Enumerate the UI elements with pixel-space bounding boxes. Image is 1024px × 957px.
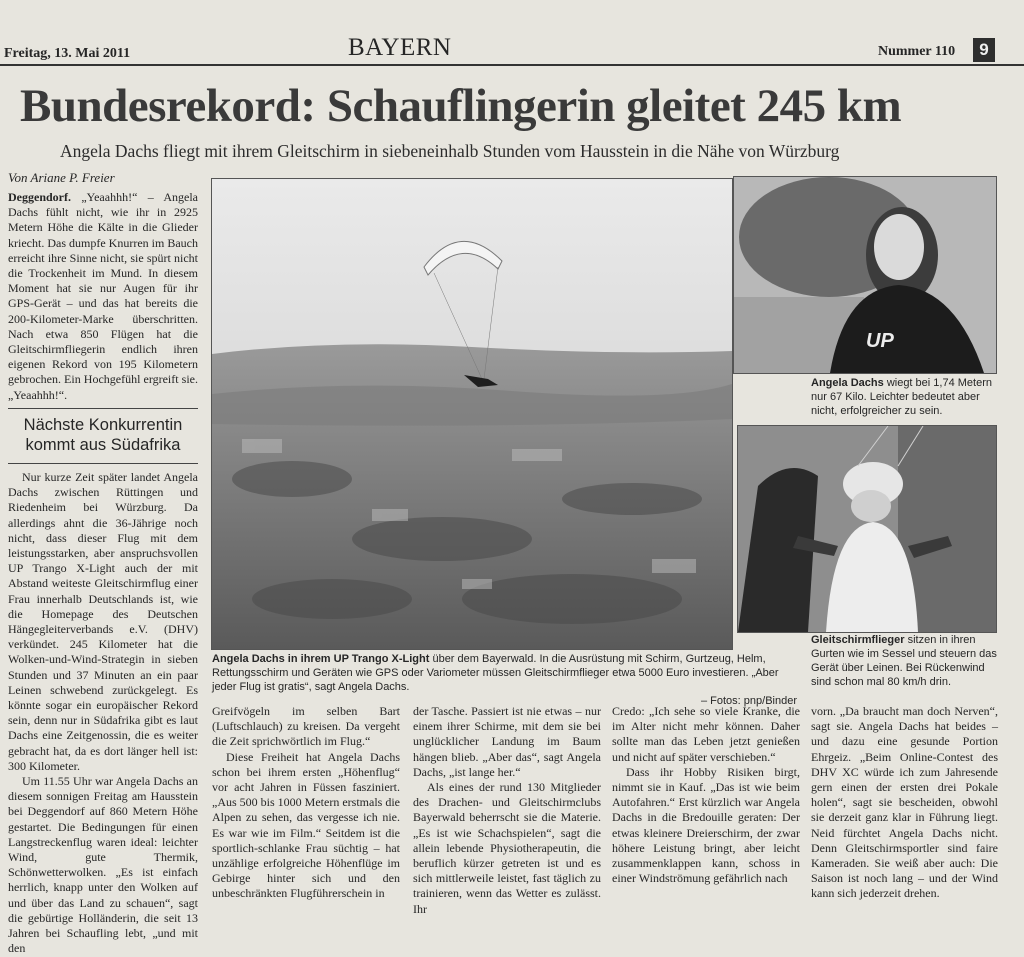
intro-text: „Yeaahhh!“ – Angela Dachs fühlt nicht, wie ihr in 2925 Metern Höhe die Kälte in die Glieder kriecht. Das dumpfe Knurren im Bauch erreicht ihre Sinne nicht, sie spürt nicht die Trockenheit im Mund. In diesem Moment hat sie nur Augen für ihr GPS-Gerät – und das hat bereits die 200-Kilometer-Marke überschritten. Nach etwa 850 Flügen hat die Gleitschirmfliegerin endlich ihren eigenen Rekord von 195 Kilometern gebrochen. Ein Hochgefühl ergreift sie. „Yeaahhh!“. (8, 190, 198, 402)
header-rule (0, 64, 1024, 66)
article-column-3 (413, 704, 601, 917)
article-column-2 (212, 704, 400, 902)
action-photo (737, 425, 997, 633)
page-number: 9 (973, 38, 995, 62)
subheading-line-2: kommt aus Südafrika (25, 436, 181, 454)
subheading-line-1: Nächste Konkurrentin (23, 416, 183, 434)
subheadline: Angela Dachs fliegt mit ihrem Gleitschirm in siebeneinhalb Stunden vom Hausstein in die Nähe von Würzburg (60, 141, 840, 161)
dateline: Deggendorf. (8, 190, 71, 204)
article-column-5 (811, 704, 998, 902)
portrait-image (734, 177, 996, 373)
aerial-paraglider-photo (211, 178, 733, 650)
main-caption-text: über dem Bayerwald. In die Ausrüstung mit Schirm, Gurtzeug, Helm, Rettungsschirm und Geräten wie GPS oder Variometer müssen Gleitschirmflieger etwa 5000 Euro investieren. „Aber jeder Flug ist gratis“, sagt Angela Dachs. (212, 653, 779, 693)
action-caption-bold: Gleitschirmflieger (811, 634, 905, 646)
paragraph: der Tasche. Passiert ist nie etwas – nur einem ihrer Schirme, mit dem sie bei unglücklicher Landung im Baum hängen blieb. „Aber das“, sagt Angela Dachs, „ist lange her.“ (413, 704, 601, 779)
paragraph: Dass ihr Hobby Risiken birgt, nimmt sie in Kauf. „Das ist wie beim Autofahren.“ Erst kürzlich war Angela Dachs in die Bredouille geraten: Der etwas kleinere Dreierschirm, der zwar höhere Leistung bringt, aber leicht zusammenklappen kann, schoss in einer Windströmung gefährlich nach (612, 764, 800, 886)
main-caption-bold: Angela Dachs in ihrem UP Trango X-Light (212, 653, 430, 665)
headline: Bundesrekord: Schauflingerin gleitet 245 km (20, 80, 902, 132)
action-caption-text: sitzen in ihren Gurten wie im Sessel und steuern das Gerät über Leinen. Bei Rückenwind sind schon mal 80 km/h drin. (811, 634, 997, 688)
issue-number: Nummer 110 (878, 44, 956, 59)
action-caption (811, 633, 997, 689)
article-column-4 (612, 704, 800, 886)
subheading-box (8, 408, 198, 464)
article-intro (8, 190, 198, 403)
paragraph: Nur kurze Zeit später landet Angela Dachs zwischen Rüttingen und Riedenheim bei Würzburg. Da allerdings ahnt die 36-Jährige noch nicht, dass dieser Flug mit dem leistungsstarken, aber anspruchsvollen UP Trango X-Light auch der mit Abstand weiteste Gleitschirmflug einer Frau innerhalb Deutschlands ist, wie die Homepage des Deutschen Hängegleiterverbands e.V. (DHV) verkündet. 245 Kilometer hat die Wolken-und-Wind-Strategin in sieben Stunden und 37 Minuten an ein paar Leinen schwebend zurückgelegt. Es könnte sogar ein europäischer Rekord sein, denn nur in Südafrika gibt es laut Dachs eine Zeitgenossin, die es weiter gebracht hat, da es dort länger hell ist: 300 Kilometer. (8, 470, 198, 773)
paragraph: Als eines der rund 130 Mitglieder des Drachen- und Gleitschirmclubs Bayerwald beherrscht sie die Materie. „Es ist wie Schachspielen“, sagt die allein lebende Physiotherapeutin, die beruflich kürzer getreten ist und es sich mittlerweile leistet, fast täglich zu trainieren, wenn das Wetter es zulässt. Ihr (413, 780, 601, 916)
paragraph: vorn. „Da braucht man doch Nerven“, sagt sie. Angela Dachs hat beides – und dazu eine gesunde Portion Ehrgeiz. „Beim Online-Contest des DHV XC würde ich zum Jahresende gern einen der ersten drei Pokale holen“, sagt sie bescheiden, obwohl sie derzeit ganz klar in Führung liegt. Neid fürchtet Angela Dachs nicht. Denn Gleitschirmsportler sind faire Kameraden. Sie weiß aber auch: Die Saison ist noch lang – und der Wind kann sich jederzeit drehen. (811, 704, 998, 901)
jacket-logo: UP (866, 330, 894, 352)
section-title: BAYERN (348, 34, 452, 61)
paragraph: Um 11.55 Uhr war Angela Dachs an diesem sonnigen Freitag am Hausstein bei Deggendorf auf 860 Metern Höhe gestartet. Die Bedingungen für einen Langstreckenflug waren ideal: leichter Wind, gute Thermik, Schönwetterwolken. „Es ist einfach herrlich, knapp unter den Wolken auf und über das Land zu schauen“, sagt die gebürtige Holländerin, die seit 13 Jahren bei Schaufling lebt, „und mit den (8, 774, 198, 956)
main-photo-caption (212, 652, 797, 708)
portrait-caption-bold: Angela Dachs (811, 377, 884, 389)
issue-date: Freitag, 13. Mai 2011 (4, 46, 131, 61)
paragraph: Greifvögeln im selben Bart (Luftschlauch) zu kreisen. Da vergeht die Zeit sprichwörtlich im Flug.“ (212, 704, 400, 749)
portrait-caption-text: wiegt bei 1,74 Metern nur 67 Kilo. Leichter bedeutet aber nicht, erfolgreicher zu sein. (811, 377, 992, 417)
paragraph: Credo: „Ich sehe so viele Kranke, die im Alter nicht mehr können. Daher sollte man das Leben jetzt genießen und nicht auf später verschieben.“ (612, 704, 800, 764)
byline: Von Ariane P. Freier (8, 170, 115, 185)
article-column-1 (8, 470, 198, 957)
aerial-landscape-image (212, 179, 732, 649)
portrait-photo (733, 176, 997, 374)
action-image (738, 426, 996, 632)
portrait-caption (811, 376, 997, 418)
paragraph: Diese Freiheit hat Angela Dachs schon bei ihrem ersten „Höhenflug“ vor acht Jahren in Füssen fasziniert. „Aus 500 bis 1000 Metern erstmals die Alpen zu sehen, das vergesse ich nie. Es war wie im Film.“ Seitdem ist die sportlich-schlanke Frau süchtig – hat unzählige erfolgreiche Höhenflüge im Gebirge hinter sich und den unbeschränkten Flugführerschein in (212, 749, 400, 901)
photo-credit: – Fotos: pnp/Binder (700, 695, 797, 707)
